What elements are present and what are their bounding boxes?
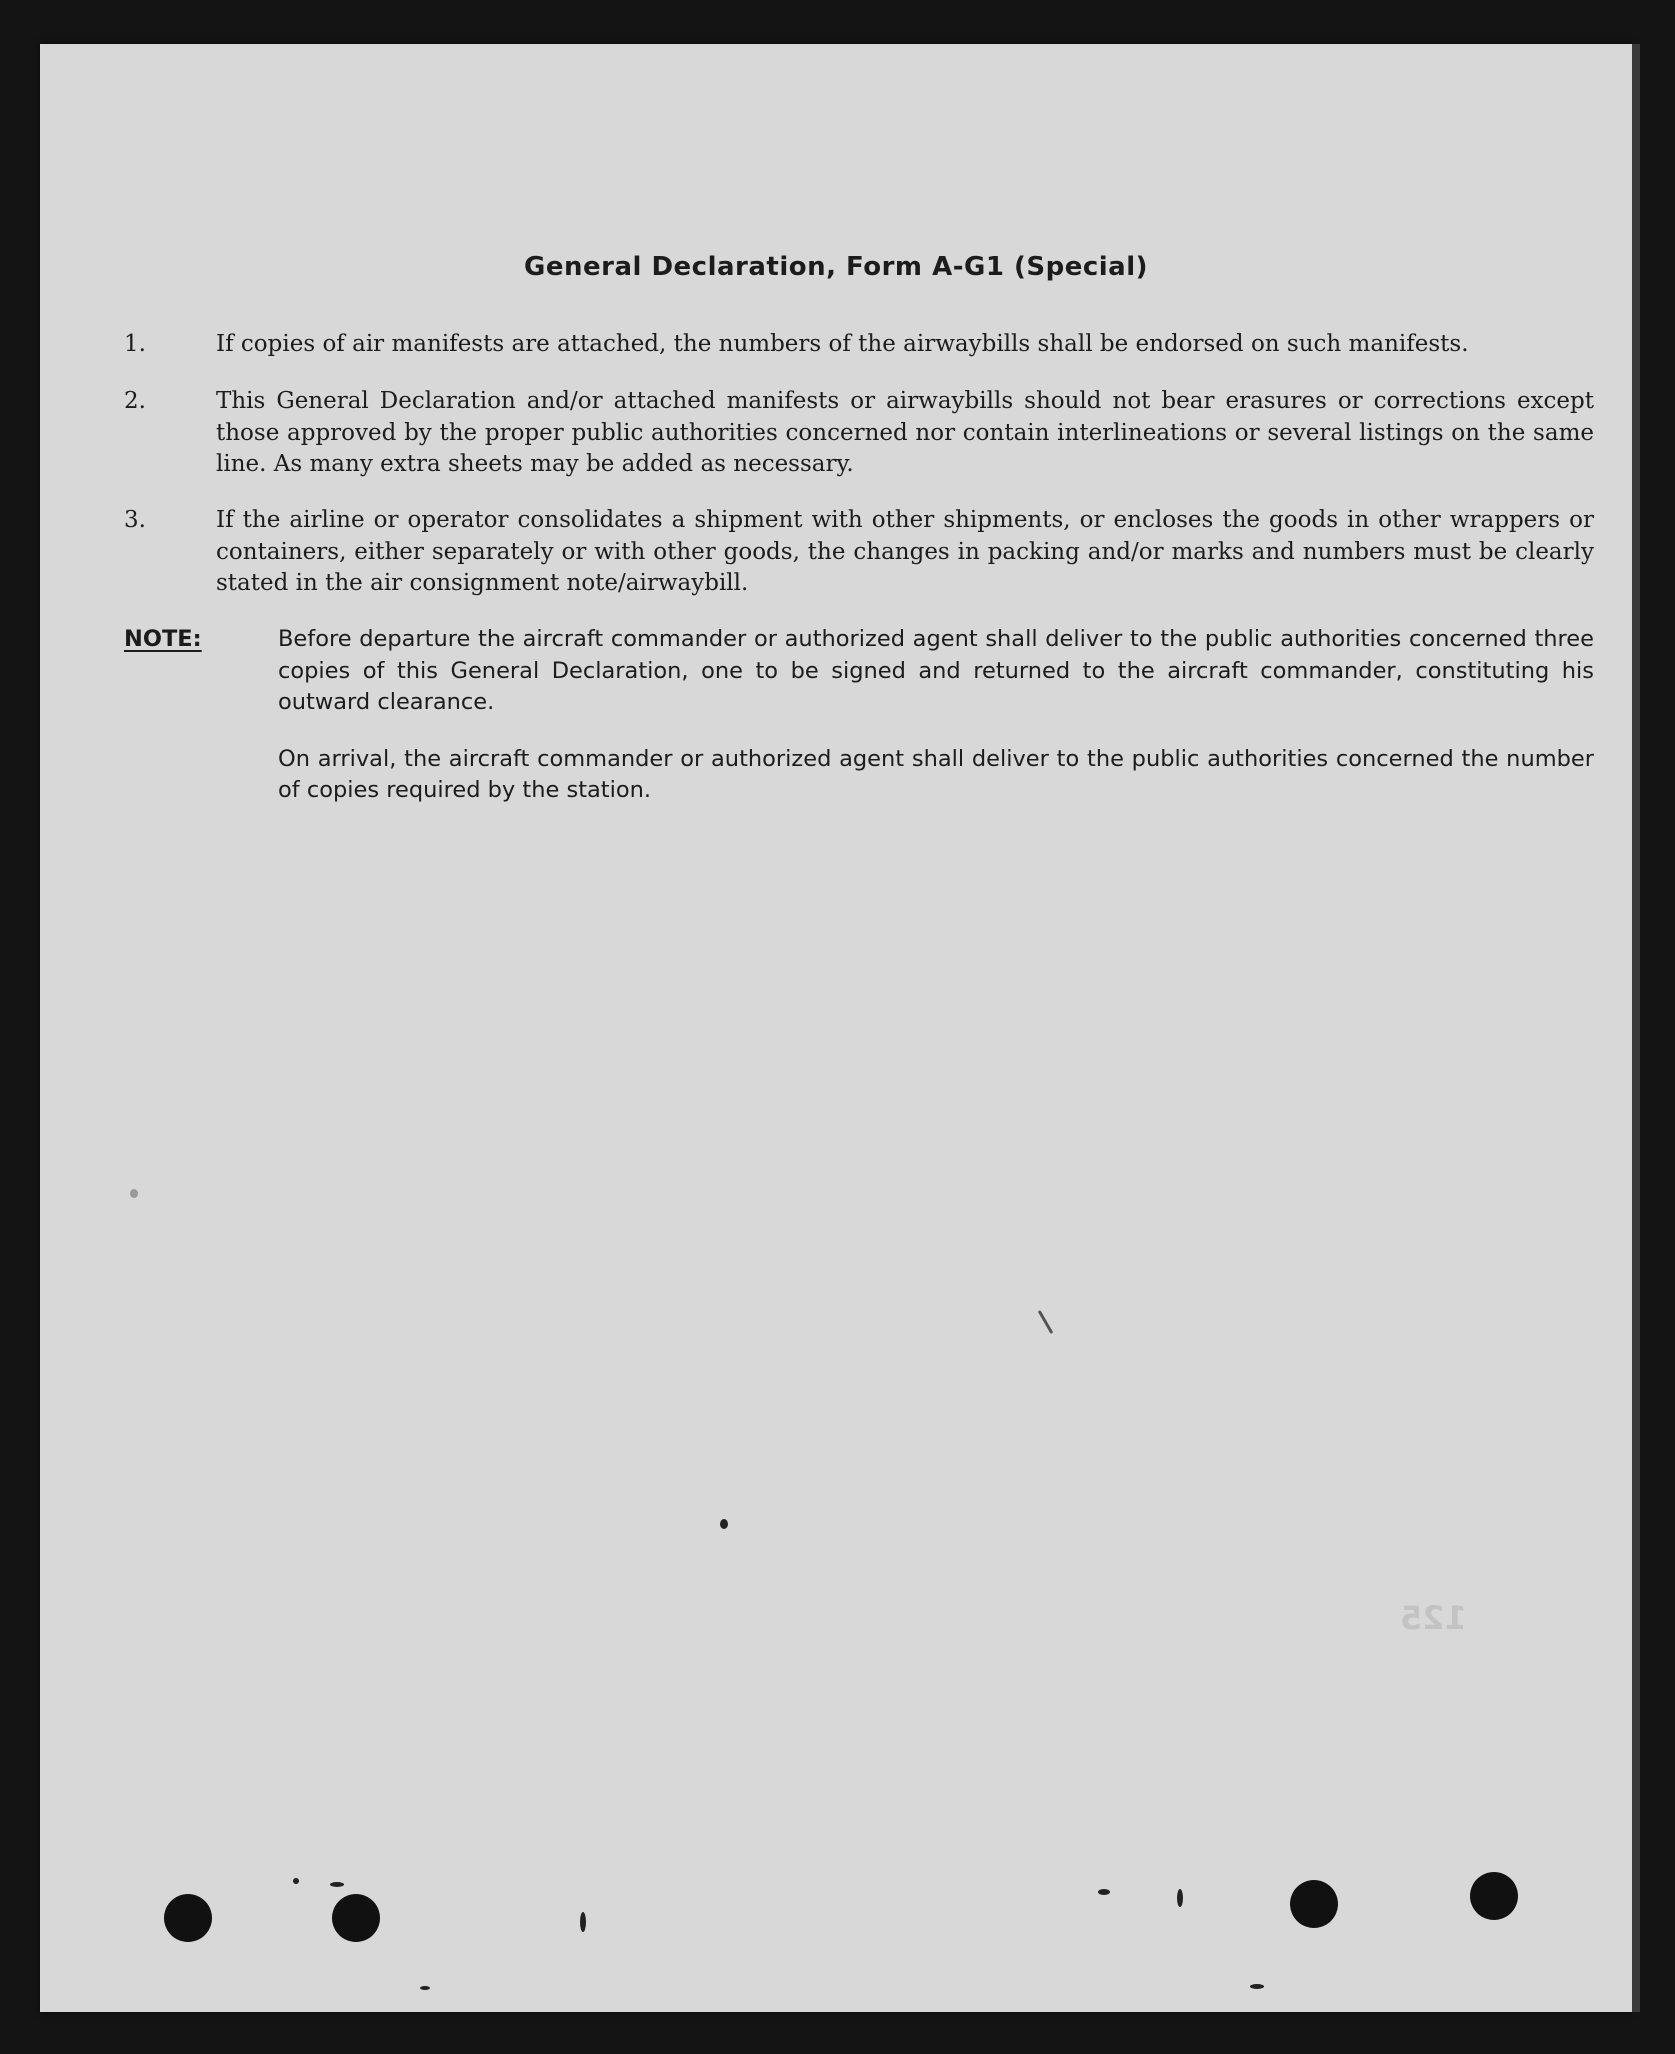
item-text: This General Declaration and/or attached manifests or airwaybills should not bear erasures or corrections except those approved by the proper public authorities concerned nor contain interlineations or several listings on the same line. As many extra sheets may be added as necessary. xyxy=(216,388,1594,477)
note-section xyxy=(124,624,1594,807)
item-text: If copies of air manifests are attached, the numbers of the airwaybills shall be endorsed on such manifests. xyxy=(216,331,1469,357)
item-text: If the airline or operator consolidates a shipment with other shipments, or encloses the goods in other wrappers or containers, either separately or with other goods, the changes in packing and/or marks and numbers must be clearly stated in the air consignment note/airwaybill. xyxy=(216,507,1594,596)
note-label: NOTE: xyxy=(124,626,202,652)
punch-hole xyxy=(1290,1880,1338,1928)
item-number: 1. xyxy=(124,331,146,357)
bleed-through-stamp: 125 xyxy=(1400,1599,1467,1637)
note-paragraph-2: On arrival, the aircraft commander or authorized agent shall deliver to the public authorities concerned the number of copies required by the station. xyxy=(278,745,1594,803)
scan-speck xyxy=(330,1882,344,1887)
list-item xyxy=(124,329,1594,361)
punch-hole xyxy=(332,1894,380,1942)
scan-speck xyxy=(720,1519,728,1529)
list-item xyxy=(124,386,1594,481)
scan-speck xyxy=(1098,1889,1110,1895)
item-number: 2. xyxy=(124,388,146,414)
scan-speck xyxy=(1177,1889,1183,1907)
document-page xyxy=(40,44,1632,2012)
punch-hole xyxy=(1470,1872,1518,1920)
item-number: 3. xyxy=(124,507,146,533)
scan-speck xyxy=(130,1189,138,1198)
scan-speck xyxy=(1038,1310,1054,1334)
scan-speck xyxy=(293,1878,299,1884)
scan-speck xyxy=(580,1912,586,1932)
scan-speck xyxy=(1250,1984,1264,1989)
note-paragraph-1: Before departure the aircraft commander or authorized agent shall deliver to the public authorities concerned three copies of this General Declaration, one to be signed and returned to the aircraft commander, constituting his outward clearance. xyxy=(278,626,1594,715)
document-title: General Declaration, Form A-G1 (Special) xyxy=(524,252,1148,282)
scan-speck xyxy=(420,1986,430,1990)
page-edge xyxy=(1632,44,1640,2012)
list-item xyxy=(124,505,1594,600)
punch-hole xyxy=(164,1894,212,1942)
